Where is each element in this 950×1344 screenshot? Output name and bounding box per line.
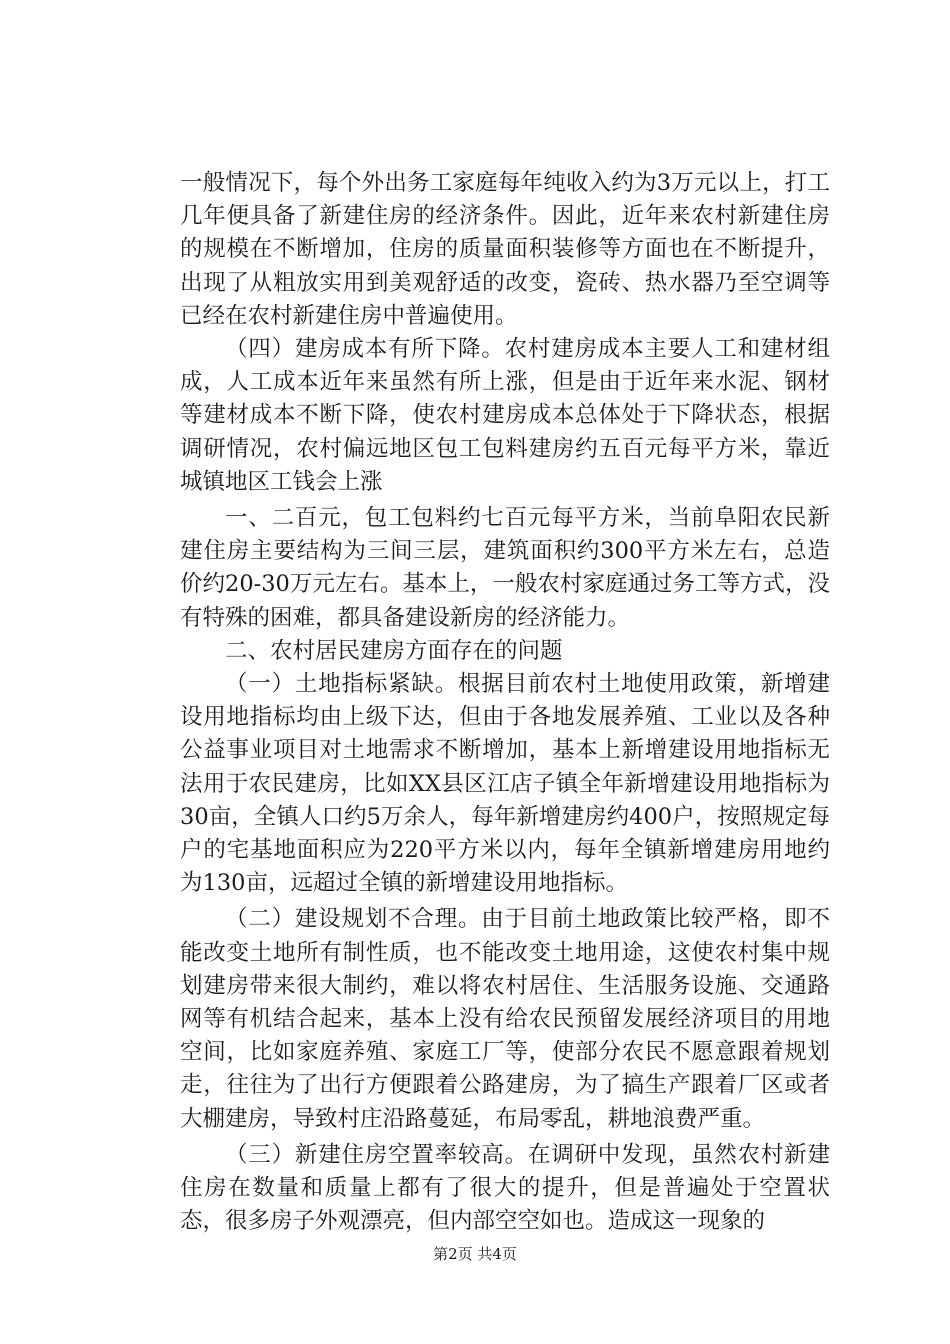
- page-number-footer: 第2页 共4页: [433, 1245, 517, 1263]
- paragraph-continuation: 一般情况下，每个外出务工家庭每年纯收入约为3万元以上，打工几年便具备了新建住房的经济条件。因此，近年来农村新建住房的规模在不断增加，住房的质量面积装修等方面也在不断提升，出现了从粗放实用到美观舒适的改变，瓷砖、热水器乃至空调等已经在农村新建住房中普遍使用。: [180, 170, 830, 329]
- paragraph-planning: （二）建设规划不合理。由于目前土地政策比较严格，即不能改变土地所有制性质，也不能改变土地用途，这使农村集中规划建房带来很大制约，难以将农村居住、生活服务设施、交通路网等有机结合起来，基本上没有给农民预留发展经济项目的用地空间，比如家庭养殖、家庭工厂等，使部分农民不愿意跟着规划走，往往为了出行方便跟着公路建房，为了搞生产跟着厂区或者大棚建房，导致村庄沿路蔓延，布局零乱，耕地浪费严重。: [180, 906, 830, 1132]
- paragraph-land-shortage: （一）土地指标紧缺。根据目前农村土地使用政策，新增建设用地指标均由上级下达，但由于各地发展养殖、工业以及各种公益事业项目对土地需求不断增加，基本上新增建设用地指标无法用于农民建房，比如XX县区江店子镇全年新增建设用地指标为30亩，全镇人口约5万余人，每年新增建房约400户，按照规定每户的宅基地面积应为220平方米以内，每年全镇新增建房用地约为130亩，远超过全镇的新增建设用地指标。: [180, 671, 830, 897]
- paragraph-cost-decline: （四）建房成本有所下降。农村建房成本主要人工和建材组成，人工成本近年来虽然有所上涨，但是由于近年来水泥、钢材等建材成本不断下降，使农村建房成本总体处于下降状态，根据调研情况，农村偏远地区包工包料建房约五百元每平方米，靠近城镇地区工钱会上涨: [180, 336, 830, 495]
- section-heading-problems: 二、农村居民建房方面存在的问题: [225, 637, 563, 664]
- paragraph-cost-detail: 一、二百元，包工包料约七百元每平方米，当前阜阳农民新建住房主要结构为三间三层，建筑面积约300平方米左右，总造价约20-30万元左右。基本上，一般农村家庭通过务工等方式，没有特殊的困难，都具备建设新房的经济能力。: [180, 505, 830, 631]
- paragraph-vacancy: （三）新建住房空置率较高。在调研中发现，虽然农村新建住房在数量和质量上都有了很大的提升，但是普遍处于空置状态，很多房子外观漂亮，但内部空空如也。造成这一现象的: [180, 1141, 830, 1235]
- document-body: [180, 167, 830, 1239]
